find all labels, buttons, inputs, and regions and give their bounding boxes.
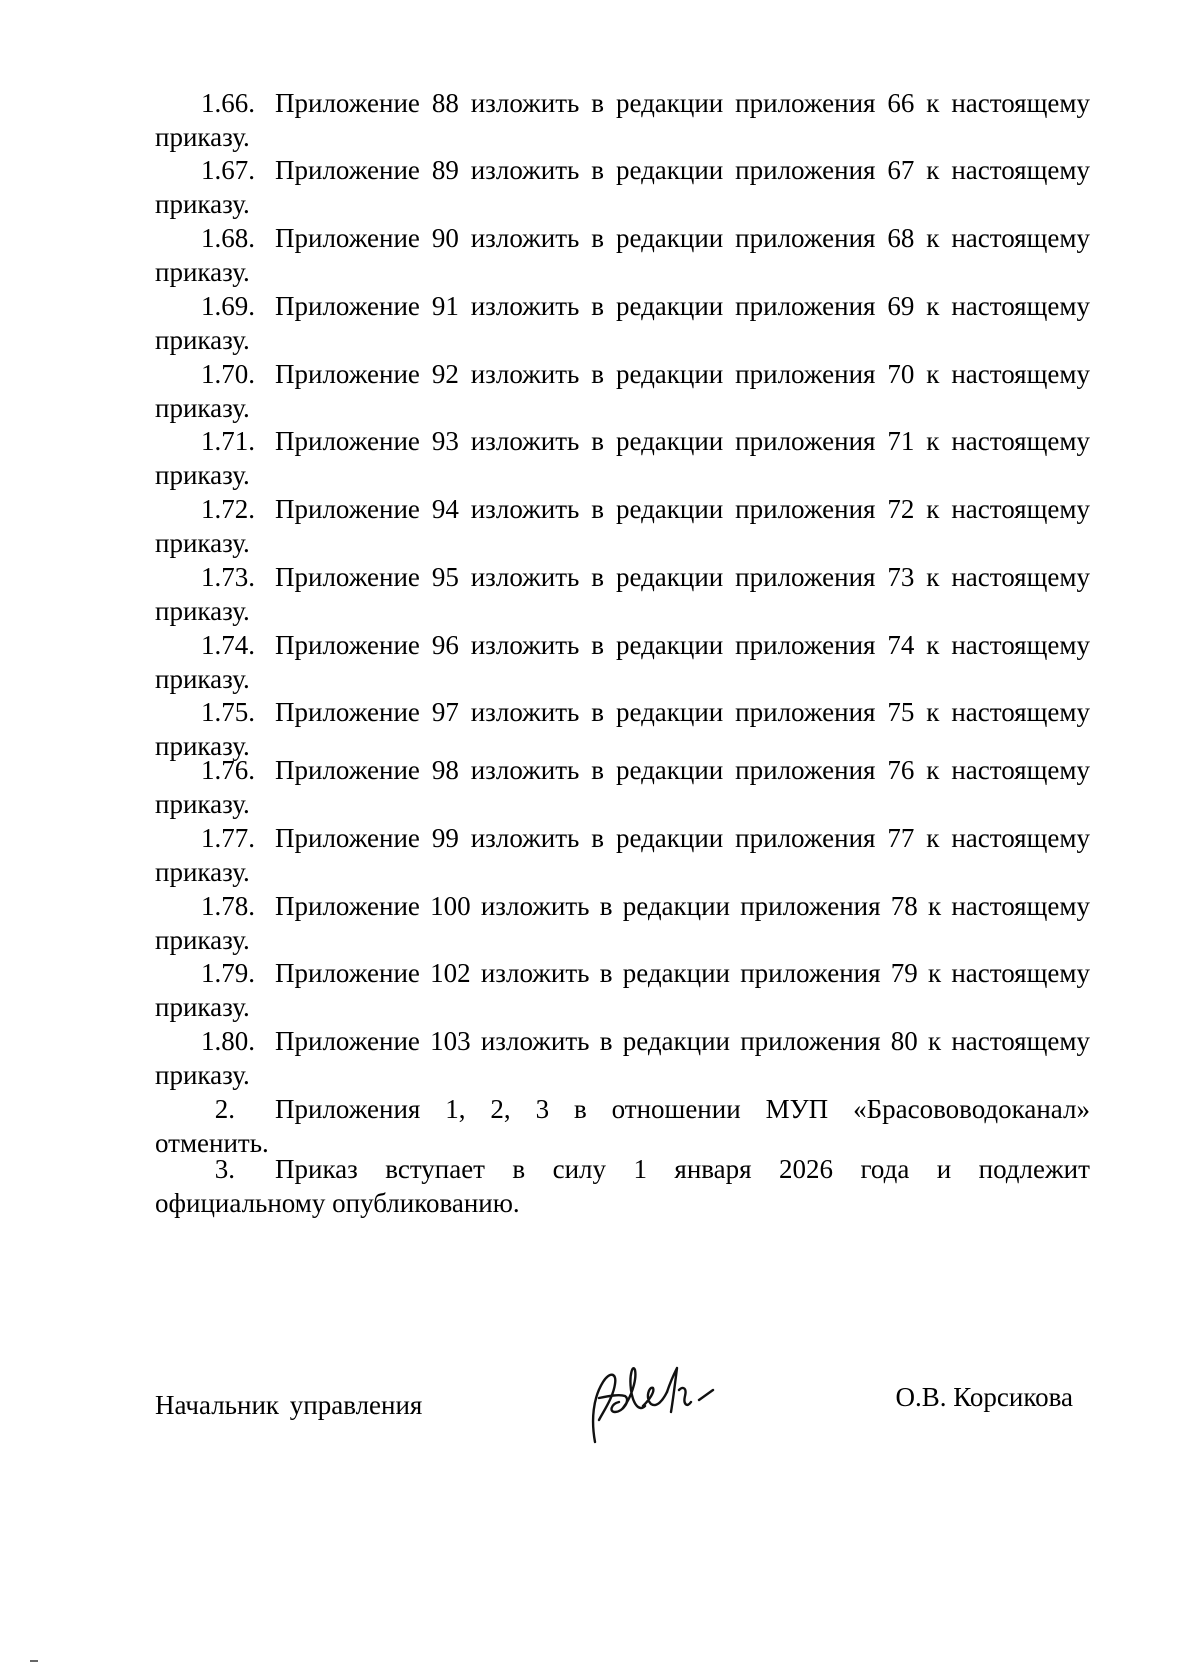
order-item-word: настоящему	[951, 88, 1090, 118]
order-item-continuation: приказу.	[155, 189, 250, 219]
order-item-word: подлежит	[978, 1154, 1090, 1184]
order-item-number: 1.72.	[201, 494, 255, 524]
order-item-word: изложить	[470, 697, 580, 727]
order-item-number: 1.80.	[201, 1026, 255, 1056]
order-item-text	[275, 492, 1090, 526]
order-item-word: настоящему	[951, 562, 1090, 592]
order-item-text	[275, 956, 1090, 990]
order-item-word: 2026	[779, 1154, 834, 1184]
order-item-word: приложения	[735, 155, 876, 185]
order-item-word: 3	[535, 1094, 550, 1124]
order-item-word: января	[674, 1154, 752, 1184]
order-item-first-line	[155, 424, 1090, 458]
order-item-first-line	[155, 289, 1090, 323]
order-item-word: 88	[431, 88, 459, 118]
order-item	[155, 492, 1090, 560]
order-item-word: в	[599, 1026, 613, 1056]
order-item-continuation: приказу.	[155, 664, 250, 694]
order-item-word: Приложение	[275, 958, 420, 988]
order-item-word: редакции	[615, 155, 724, 185]
order-item-word: к	[926, 155, 940, 185]
order-item-word: приложения	[735, 823, 876, 853]
order-item-word: изложить	[470, 494, 580, 524]
order-item-word: 99	[431, 823, 459, 853]
order-item-number: 1.77.	[201, 823, 255, 853]
order-item-number: 1.76.	[201, 755, 255, 785]
order-item-word: к	[926, 562, 940, 592]
order-item-word: изложить	[470, 426, 580, 456]
order-item-word: силу	[552, 1154, 607, 1184]
order-item-word: изложить	[470, 562, 580, 592]
order-item-first-line	[155, 956, 1090, 990]
order-item-text	[275, 289, 1090, 323]
order-item-word: 70	[887, 359, 915, 389]
order-item-word: к	[926, 426, 940, 456]
order-item-word: в	[599, 891, 613, 921]
order-item-number: 1.79.	[201, 958, 255, 988]
order-item-continuation: приказу.	[155, 992, 250, 1022]
order-item-word: Приложение	[275, 223, 420, 253]
order-item-text	[275, 889, 1090, 923]
order-item-word: 80	[890, 1026, 918, 1056]
order-item-number: 1.66.	[201, 88, 255, 118]
order-item-word: редакции	[615, 426, 724, 456]
order-item-word: редакции	[615, 359, 724, 389]
order-item-word: приложения	[735, 88, 876, 118]
order-item-continuation: приказу.	[155, 528, 250, 558]
order-item-word: настоящему	[951, 697, 1090, 727]
order-item-word: Приложение	[275, 891, 420, 921]
order-item-word: 72	[887, 494, 915, 524]
order-item-word: в	[591, 755, 605, 785]
order-item-first-line	[155, 1092, 1090, 1126]
order-item-word: Приложение	[275, 630, 420, 660]
order-item-word: к	[926, 359, 940, 389]
order-item-word: приложения	[735, 755, 876, 785]
order-item-word: 97	[431, 697, 459, 727]
order-item-word: 71	[887, 426, 915, 456]
order-item-first-line	[155, 153, 1090, 187]
order-item-word: Приложение	[275, 755, 420, 785]
order-item-word: приложения	[740, 958, 881, 988]
order-item-word: изложить	[480, 891, 590, 921]
order-item-text	[275, 424, 1090, 458]
order-item-word: редакции	[615, 88, 724, 118]
order-item-text	[275, 357, 1090, 391]
order-item-word: к	[926, 223, 940, 253]
order-item-word: приложения	[735, 562, 876, 592]
order-item-word: редакции	[615, 223, 724, 253]
order-item-word: Приложение	[275, 1026, 420, 1056]
order-item-word: 74	[887, 630, 915, 660]
order-item-first-line	[155, 492, 1090, 526]
order-item	[155, 86, 1090, 154]
order-item-word: редакции	[615, 630, 724, 660]
order-item-word: настоящему	[951, 494, 1090, 524]
order-item-word: приложения	[740, 891, 881, 921]
order-item-word: к	[926, 630, 940, 660]
order-item-word: к	[926, 823, 940, 853]
order-item-text	[275, 1152, 1090, 1186]
order-item	[155, 1092, 1090, 1160]
order-item	[155, 1024, 1090, 1092]
order-item-text	[275, 153, 1090, 187]
order-item-continuation: приказу.	[155, 325, 250, 355]
order-item-word: «Брасововодоканал»	[853, 1094, 1090, 1124]
order-item-word: приложения	[735, 494, 876, 524]
order-item-word: приложения	[740, 1026, 881, 1056]
order-item-word: 75	[887, 697, 915, 727]
order-item-word: настоящему	[951, 958, 1090, 988]
order-item-word: приложения	[735, 223, 876, 253]
order-item-word: приложения	[735, 697, 876, 727]
order-item-text	[275, 221, 1090, 255]
order-item-word: настоящему	[951, 155, 1090, 185]
order-item-word: в	[591, 630, 605, 660]
order-item-word: года	[860, 1154, 910, 1184]
order-item-word: приложения	[735, 291, 876, 321]
order-item-number: 1.73.	[201, 562, 255, 592]
order-item-first-line	[155, 560, 1090, 594]
order-item-continuation: приказу.	[155, 1060, 250, 1090]
order-item-word: 66	[887, 88, 915, 118]
order-item	[155, 628, 1090, 696]
order-item-word: настоящему	[951, 755, 1090, 785]
order-item-continuation: приказу.	[155, 857, 250, 887]
order-item-text	[275, 1092, 1090, 1126]
order-item-word: 73	[887, 562, 915, 592]
order-item-word: настоящему	[951, 359, 1090, 389]
order-item-word: 77	[887, 823, 915, 853]
signatory-role: Начальник управления	[155, 1390, 423, 1420]
order-item-word: 102	[430, 958, 471, 988]
order-item	[155, 153, 1090, 221]
order-item-word: изложить	[480, 958, 590, 988]
order-item-word: 100	[430, 891, 471, 921]
order-item-word: 1	[633, 1154, 647, 1184]
order-item-word: изложить	[470, 755, 580, 785]
order-item-word: в	[599, 958, 613, 988]
order-item-number: 2.	[214, 1094, 235, 1124]
order-item-word: в	[512, 1154, 526, 1184]
order-item-word: Приложение	[275, 88, 420, 118]
order-item-word: редакции	[615, 697, 724, 727]
order-item-word: в	[573, 1094, 587, 1124]
order-item-word: 67	[887, 155, 915, 185]
order-item-word: настоящему	[951, 426, 1090, 456]
order-item-number: 1.68.	[201, 223, 255, 253]
order-item-word: в	[591, 359, 605, 389]
order-item-first-line	[155, 889, 1090, 923]
order-item-first-line	[155, 357, 1090, 391]
order-item-word: изложить	[480, 1026, 590, 1056]
order-item-word: изложить	[470, 88, 580, 118]
order-item-continuation: приказу.	[155, 925, 250, 955]
order-item-number: 1.70.	[201, 359, 255, 389]
order-item-word: изложить	[470, 630, 580, 660]
order-item	[155, 889, 1090, 957]
order-item-word: редакции	[615, 755, 724, 785]
order-item-first-line	[155, 821, 1090, 855]
order-item-word: Приложение	[275, 823, 420, 853]
order-item-word: вступает	[385, 1154, 485, 1184]
order-item-word: редакции	[622, 891, 731, 921]
order-item-word: редакции	[622, 1026, 731, 1056]
order-item-word: изложить	[470, 823, 580, 853]
order-item-first-line	[155, 753, 1090, 787]
order-item-word: в	[591, 823, 605, 853]
order-item-word: в	[591, 494, 605, 524]
order-item-word: изложить	[470, 359, 580, 389]
order-item-first-line	[155, 1152, 1090, 1186]
order-item-text	[275, 628, 1090, 662]
order-item	[155, 221, 1090, 289]
order-item-word: и	[936, 1154, 952, 1184]
order-item-continuation: отменить.	[155, 1128, 269, 1158]
order-item-word: 79	[890, 958, 918, 988]
order-item-word: 90	[431, 223, 459, 253]
order-item-word: приложения	[735, 359, 876, 389]
order-item	[155, 357, 1090, 425]
order-item-word: в	[591, 223, 605, 253]
order-item-word: 69	[887, 291, 915, 321]
order-item-word: 91	[431, 291, 459, 321]
order-item-word: настоящему	[951, 223, 1090, 253]
order-item-number: 1.78.	[201, 891, 255, 921]
handwritten-signature	[575, 1350, 745, 1450]
order-item-word: к	[927, 891, 942, 921]
order-item-word: редакции	[615, 291, 724, 321]
order-item-first-line	[155, 221, 1090, 255]
order-item-number: 1.67.	[201, 155, 255, 185]
order-item-word: к	[926, 697, 940, 727]
order-item-word: МУП	[765, 1094, 829, 1124]
order-item-word: в	[591, 426, 605, 456]
order-item-word: изложить	[470, 223, 580, 253]
order-item-word: Приложение	[275, 155, 420, 185]
order-item-number: 1.69.	[201, 291, 255, 321]
order-item-word: 93	[431, 426, 459, 456]
order-item-continuation: приказу.	[155, 731, 250, 761]
order-item-text	[275, 753, 1090, 787]
order-item-continuation: официальному опубликованию.	[155, 1188, 520, 1218]
order-item-word: 78	[890, 891, 918, 921]
order-item-word: настоящему	[951, 291, 1090, 321]
order-item-word: редакции	[615, 494, 724, 524]
order-item-word: 103	[430, 1026, 471, 1056]
order-item	[155, 956, 1090, 1024]
order-item-word: Приложение	[275, 494, 420, 524]
order-item-first-line	[155, 695, 1090, 729]
order-item-word: в	[591, 562, 605, 592]
order-item-word: настоящему	[951, 891, 1090, 921]
order-item-word: редакции	[622, 958, 731, 988]
order-item-word: 2,	[490, 1094, 511, 1124]
order-item-text	[275, 821, 1090, 855]
order-item-word: 1,	[445, 1094, 466, 1124]
order-item-number: 3.	[214, 1154, 235, 1184]
order-item-word: настоящему	[951, 823, 1090, 853]
order-item-text	[275, 1024, 1090, 1058]
order-item-word: редакции	[615, 823, 724, 853]
scan-artifact-mark	[30, 1660, 38, 1662]
order-item-text	[275, 695, 1090, 729]
order-item-word: настоящему	[951, 1026, 1090, 1056]
order-item-first-line	[155, 628, 1090, 662]
order-item-word: Приложение	[275, 562, 420, 592]
order-item-word: в	[591, 291, 605, 321]
order-item-word: Приложение	[275, 291, 420, 321]
order-item-first-line	[155, 1024, 1090, 1058]
order-item-word: к	[926, 755, 940, 785]
order-item-word: настоящему	[951, 630, 1090, 660]
order-item	[155, 424, 1090, 492]
order-item	[155, 821, 1090, 889]
order-item-continuation: приказу.	[155, 460, 250, 490]
order-item-first-line	[155, 86, 1090, 120]
order-item	[155, 753, 1090, 821]
order-item-continuation: приказу.	[155, 122, 250, 152]
order-item-word: 94	[431, 494, 459, 524]
order-item-continuation: приказу.	[155, 596, 250, 626]
order-item-text	[275, 86, 1090, 120]
order-item-word: 96	[431, 630, 459, 660]
order-item-continuation: приказу.	[155, 257, 250, 287]
order-item-word: к	[926, 291, 940, 321]
signature-block	[155, 1380, 1090, 1460]
order-item-word: к	[927, 1026, 942, 1056]
order-item-word: отношении	[611, 1094, 741, 1124]
order-item-word: 95	[431, 562, 459, 592]
order-item-word: к	[927, 958, 942, 988]
order-item-word: к	[926, 88, 940, 118]
order-item-word: редакции	[615, 562, 724, 592]
order-item-word: приложения	[735, 426, 876, 456]
order-item-number: 1.74.	[201, 630, 255, 660]
order-item-continuation: приказу.	[155, 789, 250, 819]
order-item-word: приложения	[735, 630, 876, 660]
order-item-word: Приказ	[275, 1154, 358, 1184]
order-item-number: 1.71.	[201, 426, 255, 456]
order-item-word: в	[591, 88, 605, 118]
order-item-word: изложить	[470, 155, 580, 185]
order-item	[155, 1152, 1090, 1220]
order-item-word: Приложение	[275, 359, 420, 389]
order-item-word: 92	[431, 359, 459, 389]
order-item-number: 1.75.	[201, 697, 255, 727]
order-item-word: изложить	[470, 291, 580, 321]
order-item-word: 98	[431, 755, 459, 785]
order-item-word: Приложение	[275, 697, 420, 727]
order-item	[155, 289, 1090, 357]
order-item	[155, 560, 1090, 628]
order-item-text	[275, 560, 1090, 594]
order-item-word: 68	[887, 223, 915, 253]
order-item-word: Приложение	[275, 426, 420, 456]
order-item-word: в	[591, 697, 605, 727]
order-item-word: Приложения	[275, 1094, 421, 1124]
signatory-name: О.В. Корсикова	[895, 1382, 1073, 1412]
order-item-word: 89	[431, 155, 459, 185]
order-item-word: 76	[887, 755, 915, 785]
order-item-word: в	[591, 155, 605, 185]
order-item-continuation: приказу.	[155, 393, 250, 423]
order-item-word: к	[926, 494, 940, 524]
